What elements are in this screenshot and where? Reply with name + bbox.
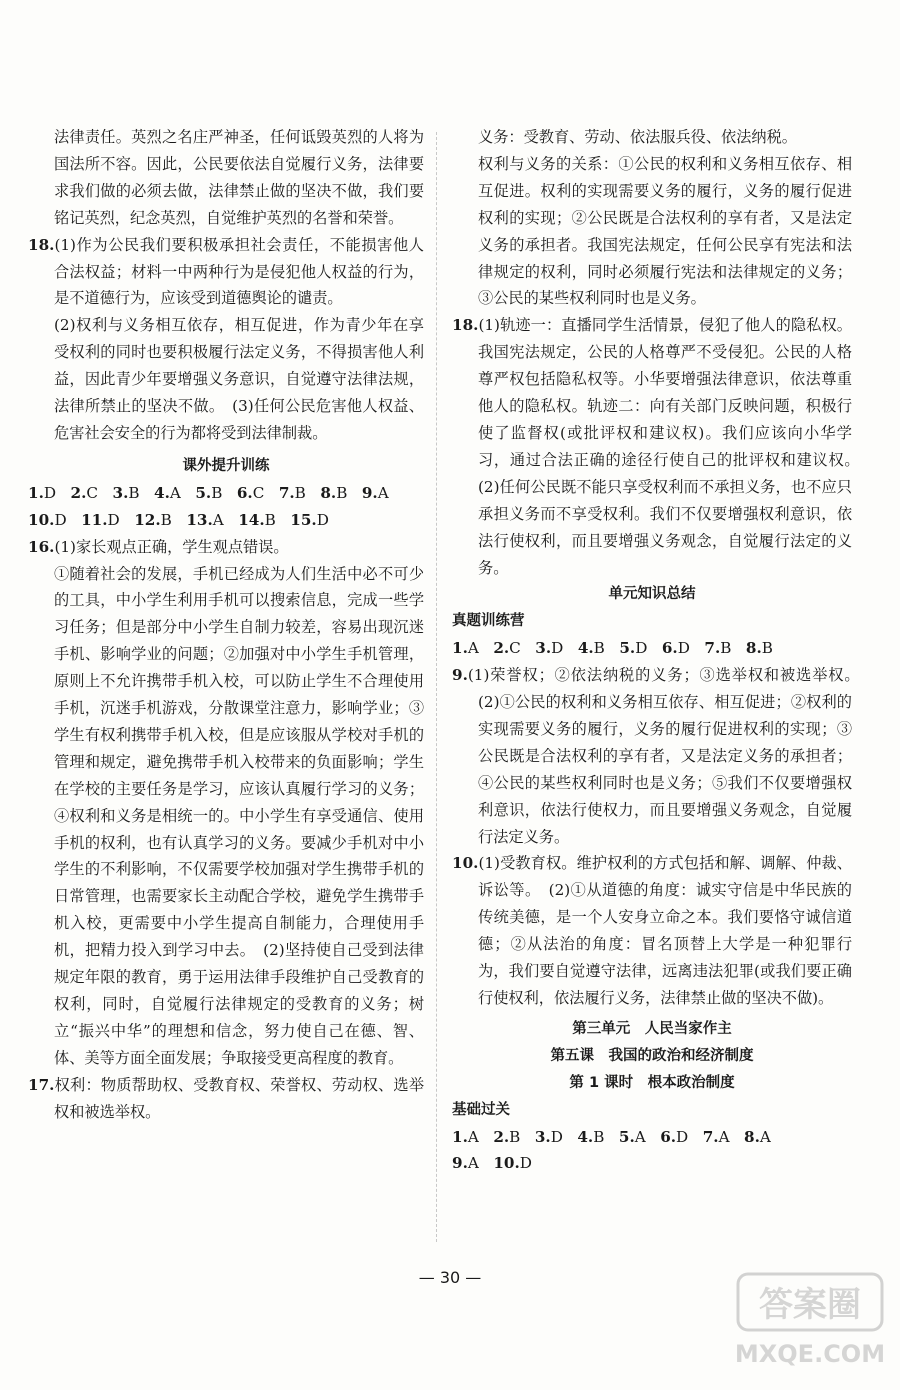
answer-row [452,1124,852,1151]
answer-item: 7.B [704,639,732,658]
answer-item: 6.C [236,483,265,502]
answer-item: 11.D [81,510,120,529]
answer-item: 5.D [619,639,648,658]
answer-text: (1)轨迹一：直播同学生活情景，侵犯了他人的隐私权。我国宪法规定，公民的人格尊严不受侵犯。公民的人格尊严权包括隐私权等。小华要增强法律意识，依法尊重他人的隐私权。轨迹二：向有关部门反映问题，积极行使了监督权(或批评权和建议权)。我们应该向小华学习，通过合法正确的途径行使自己的批评权和建议权。 (2)任何公民既不能只享受权利而不承担义务，也不应只承担义务而不享受权利。我们不仅要增强权利意识，依法行使权利，而且要增强义务观念，自觉履行法定的义务。 [478,316,868,577]
left-column [28,124,424,1126]
answer-item: 4.B [577,1127,605,1146]
watermark-logo [730,1266,890,1376]
continued-paragraph: 法律责任。英烈之名庄严神圣，任何诋毁英烈的人将为国法所不容。因此，公民要依法自觉履行义务，法律要求我们做的必须去做，法律禁止做的坚决不做，我们要铭记英烈，纪念英烈，自觉维护英烈的名誉和荣誉。 [54,128,424,227]
answer-item: 14.B [238,510,276,529]
lesson-heading: 第五课 我国的政治和经济制度 [550,1047,754,1064]
answer-paragraph: ①随着社会的发展，手机已经成为人们生活中必不可少的工具，中小学生利用手机可以搜索信息，完成一些学习任务；但是部分中小学生自制力较差，容易出现沉迷手机、影响学业的问题；②加强对中小学生手机管理，原则上不允许携带手机入校，可以防止学生不合理使用手机，沉迷手机游戏，分散课堂注意力，影响学业；③学生有权利携带手机入校，但是应该服从学校对手机的管理和规定，避免携带手机入校带来的负面影响；学生在学校的主要任务是学习，应该认真履行学习的义务；④权利和义务是相统一的。中小学生有享受通信、使用手机的权利，也有认真学习的义务。要减少手机对中小学生的不利影响，不仅需要学校加强对学生携带手机的日常管理，也需要家长主动配合学校，避免学生携带手机入校，更需要中小学生提高自制能力，合理使用手机，把精力投入到学习中去。 (2)坚持使自己受到法律规定年限的教育，勇于运用法律手段维护自己受教育的权利，同时，自觉履行法律规定的受教育的义务；树立“振兴中华”的理想和信念，努力使自己在德、智、体、美等方面全面发展；争取接受更高程度的教育。 [54,564,424,1067]
question-16 [28,534,424,561]
answer-item: 10.D [493,1154,532,1173]
section-heading: 单元知识总结 [608,586,696,603]
answer-row [452,1150,852,1177]
answer-item: 2.C [493,639,521,658]
answer-item: 8.B [320,483,348,502]
answer-item: 5.B [195,483,223,502]
column-divider [436,132,437,1242]
answer-item: 1.A [452,1127,479,1146]
question-number: 18. [452,316,479,335]
page-number: — 30 — [418,1268,482,1287]
answer-text: (1)作为公民我们要积极承担社会责任，不能损害他人合法权益；材料一中两种行为是侵犯他人权益的行为，是不道德行为，应该受到道德舆论的谴责。 [54,235,424,308]
answer-item: 6.D [661,639,690,658]
answer-item: 15.D [290,510,329,529]
period-heading: 第 1 课时 根本政治制度 [569,1074,735,1091]
answer-item: 2.B [493,1127,521,1146]
continued-paragraph: 权利与义务的关系：①公民的权利和义务相互依存、相互促进。权利的实现需要义务的履行，义务的履行促进权利的实现；②公民既是合法权利的享有者，又是法定义务的承担者。我国宪法规定，任何公民享有宪法和法律规定的权利，同时必须履行宪法和法律规定的义务；③公民的某些权利同时也是义务。 [478,154,852,308]
question-18 [452,312,868,581]
answer-item: 1.A [452,639,479,658]
answer-item: 9.A [361,483,389,502]
question-17 [28,1072,424,1126]
right-column [452,124,868,1177]
answer-text: 权利：物质帮助权、受教育权、荣誉权、劳动权、选举权和被选举权。 [54,1075,424,1121]
answer-item: 10.D [28,510,67,529]
answer-item: 4.A [154,483,181,502]
answer-text: (1)家长观点正确，学生观点错误。 [54,537,289,556]
answer-item: 3.B [112,483,140,502]
answer-item: 4.B [577,639,605,658]
answer-item: 7.B [278,483,306,502]
unit-heading: 第三单元 人民当家作主 [572,1020,732,1037]
answer-item: 7.A [702,1127,730,1146]
continued-paragraph: 义务：受教育、劳动、依法服兵役、依法纳税。 [478,128,797,146]
question-number: 10. [452,854,479,873]
answer-item: 12.B [134,510,172,529]
answer-paragraph: (2)权利与义务相互依存，相互促进，作为青少年在享受权利的同时也要积极履行法定义务，不得损害他人利益，因此青少年要增强义务意识，自觉遵守法律法规，法律所禁止的坚决不做。 (3)任何公民危害他人权益、危害社会安全的行为都将受到法律制裁。 [54,316,424,442]
answer-item: 1.D [28,483,57,502]
watermark-url: MXQE.COM [734,1340,886,1368]
subsection-heading: 真题训练营 [452,613,525,630]
answer-item: 8.B [745,639,773,658]
answer-text: (1)荣誉权；②依法纳税的义务；③选举权和被选举权。 (2)①公民的权利和义务相互依存、相互促进；②权利的实现需要义务的履行，义务的履行促进权利的实现；③公民既是合法权利的享有者，又是法定义务的承担者；④公民的某些权利同时也是义务；⑤我们不仅要增强权利意识，依法行使权力，而且要增强义务观念，自觉履行法定义务。 [467,666,868,846]
question-10 [452,850,852,1011]
answer-item: 3.D [535,639,564,658]
answer-item: 3.D [534,1127,563,1146]
question-number: 16. [28,537,55,556]
answer-row [28,480,424,507]
answer-row [452,635,852,662]
question-number: 18. [28,235,55,254]
answer-item: 5.A [618,1127,646,1146]
question-number: 9. [452,666,468,685]
answer-text: (1)受教育权。维护权利的方式包括和解、调解、仲裁、诉讼等。 (2)①从道德的角度：诚实守信是中华民族的传统美德，是一个人安身立命之本。我们要恪守诚信道德；②从法治的角度：冒名顶替上大学是一种犯罪行为，我们要自觉遵守法律，远离违法犯罪(或我们要正确行使权利，依法履行义务，法律禁止做的坚决不做)。 [478,854,852,1007]
subsection-heading: 基础过关 [452,1101,510,1118]
watermark-logo-text: 答案圈 [759,1285,861,1325]
answer-row [28,507,424,534]
section-heading: 课外提升训练 [182,457,270,474]
answer-item: 2.C [70,483,99,502]
question-number: 17. [28,1075,55,1094]
question-9 [452,662,868,850]
answer-item: 13.A [186,510,224,529]
question-18 [28,232,424,313]
answer-item: 6.D [660,1127,689,1146]
answer-item: 8.A [744,1127,771,1146]
answer-item: 9.A [452,1154,479,1173]
